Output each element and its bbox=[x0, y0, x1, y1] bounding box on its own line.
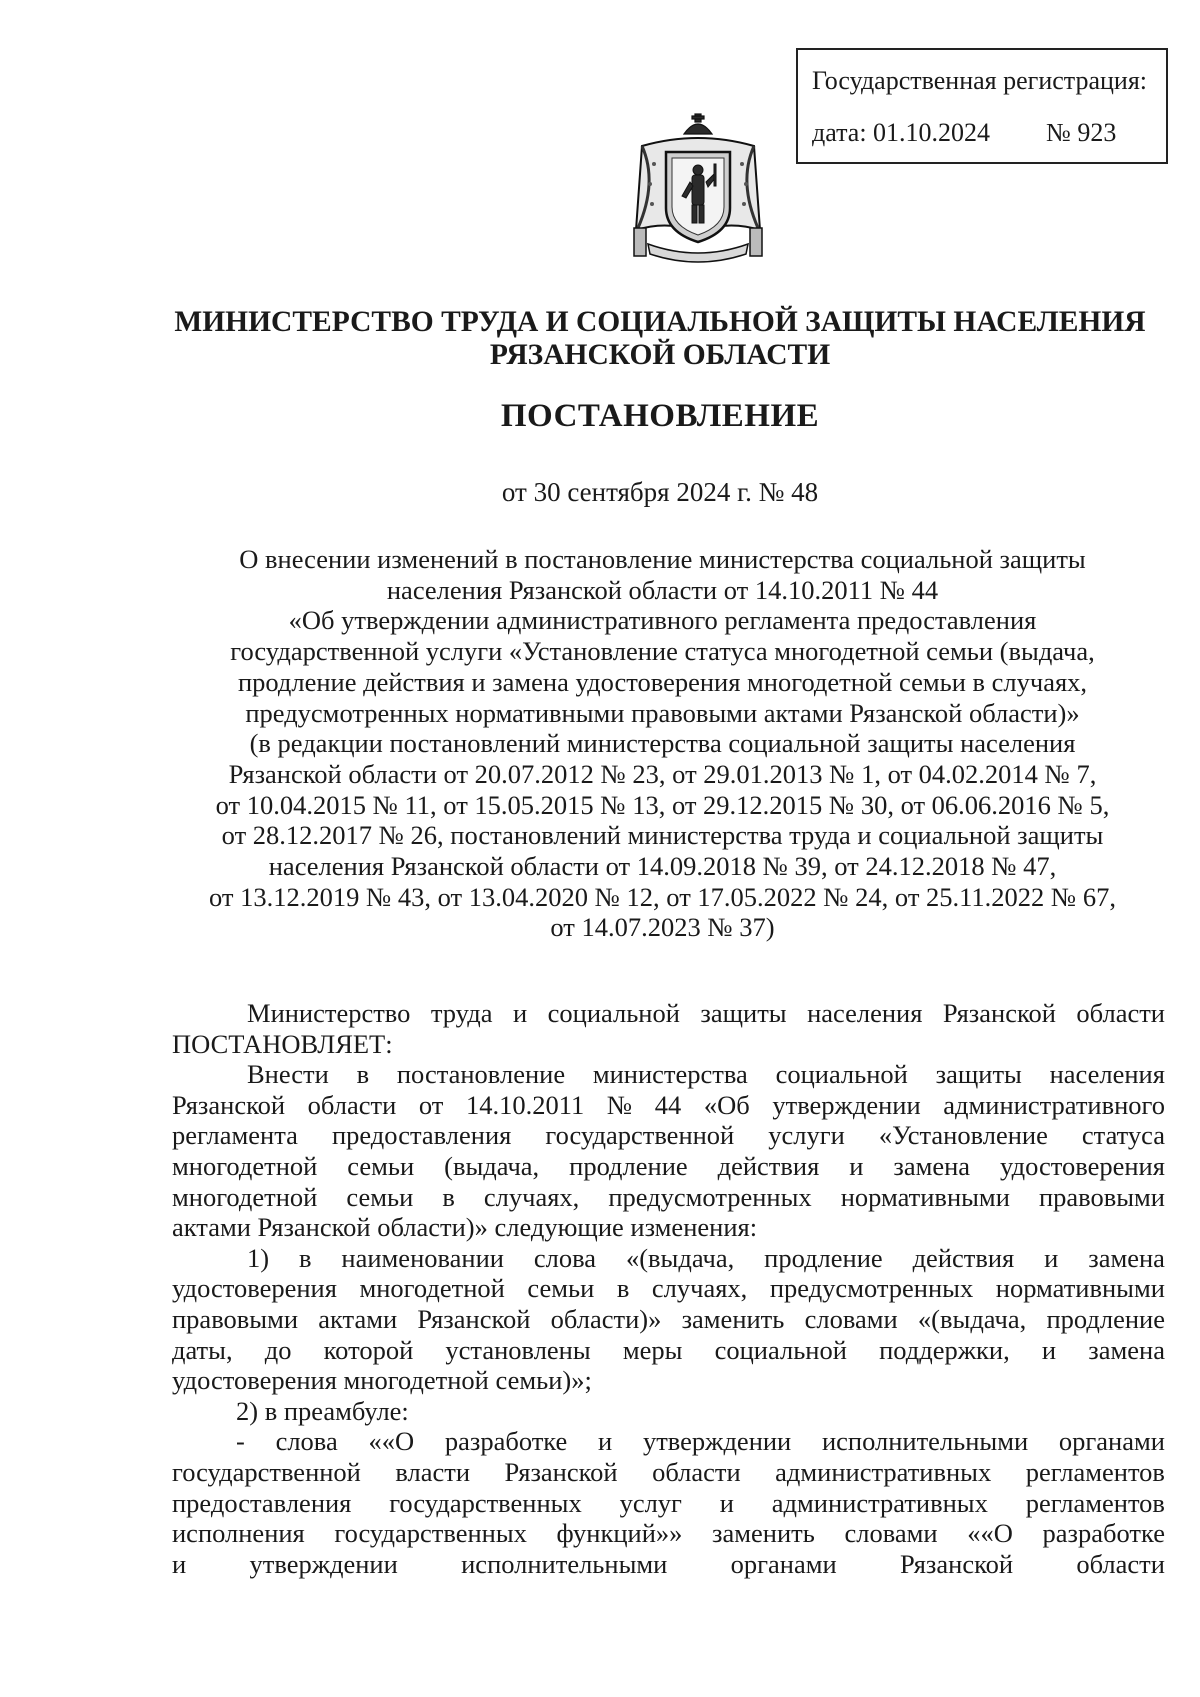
title-line: О внесении изменений в постановление министерства социальной защиты bbox=[239, 544, 1086, 574]
document-body bbox=[172, 998, 1165, 1579]
ryazan-coat-of-arms-icon bbox=[628, 112, 768, 270]
title-line: населения Рязанской области от 14.10.2011 № 44 bbox=[386, 574, 939, 605]
body-line: регламента предоставления государственной услуги «Установление статуса bbox=[172, 1120, 1165, 1151]
title-line: государственной услуги «Установление статуса многодетной семьи (выдача, bbox=[230, 636, 1095, 667]
body-line: правовыми актами Рязанской области)» заменить словами «(выдача, продление bbox=[172, 1303, 1165, 1334]
body-line: и утверждении исполнительными органами Рязанской области bbox=[172, 1548, 1165, 1579]
body-line: 1) в наименовании слова «(выдача, продление действия и замена bbox=[247, 1242, 1165, 1273]
body-line: Министерство труда и социальной защиты населения Рязанской области bbox=[247, 998, 1165, 1028]
ministry-name bbox=[160, 306, 1160, 373]
title-line: «Об утверждении административного регламента предоставления bbox=[288, 605, 1037, 636]
ministry-name-line: РЯЗАНСКОЙ ОБЛАСТИ bbox=[489, 339, 831, 372]
title-line: от 28.12.2017 № 26, постановлений министерства труда и социальной защиты bbox=[221, 820, 1104, 851]
title-line: от 13.12.2019 № 43, от 13.04.2020 № 12, от 17.05.2022 № 24, от 25.11.2022 № 67, bbox=[209, 881, 1116, 912]
document-title bbox=[170, 544, 1155, 943]
body-line: 2) в преамбуле: bbox=[236, 1395, 409, 1426]
ministry-name-line: МИНИСТЕРСТВО ТРУДА И СОЦИАЛЬНОЙ ЗАЩИТЫ НАСЕЛЕНИЯ bbox=[174, 306, 1146, 338]
registration-title: Государственная регистрация: bbox=[812, 66, 1148, 95]
document-type: ПОСТАНОВЛЕНИЕ bbox=[500, 398, 820, 434]
body-line: предоставления государственных услуг и административных регламентов bbox=[172, 1487, 1165, 1518]
body-line: ПОСТАНОВЛЯЕТ: bbox=[172, 1028, 393, 1059]
title-line: от 14.07.2023 № 37) bbox=[550, 912, 775, 943]
body-line: удостоверения многодетной семьи)»; bbox=[172, 1365, 592, 1396]
registration-date: дата: 01.10.2024 bbox=[812, 118, 991, 147]
title-line: предусмотренных нормативными правовыми актами Рязанской области)» bbox=[245, 697, 1080, 728]
body-line: удостоверения многодетной семьи в случаях, предусмотренных нормативными bbox=[172, 1273, 1165, 1304]
body-line: Внести в постановление министерства социальной защиты населения bbox=[247, 1059, 1165, 1090]
body-line: многодетной семьи в случаях, предусмотренных нормативными правовыми bbox=[172, 1181, 1165, 1212]
body-line: актами Рязанской области)» следующие изменения: bbox=[172, 1212, 758, 1243]
body-line: даты, до которой установлены меры социальной поддержки, и замена bbox=[172, 1334, 1165, 1365]
body-line: - слова ««О разработке и утверждении исполнительными органами bbox=[236, 1426, 1165, 1457]
body-line: государственной власти Рязанской области административных регламентов bbox=[172, 1456, 1165, 1487]
title-line: от 10.04.2015 № 11, от 15.05.2015 № 13, от 29.12.2015 № 30, от 06.06.2016 № 5, bbox=[215, 789, 1110, 820]
body-line: исполнения государственных функций»» заменить словами ««О разработке bbox=[172, 1518, 1165, 1549]
title-line: Рязанской области от 20.07.2012 № 23, от 29.01.2013 № 1, от 04.02.2014 № 7, bbox=[228, 758, 1097, 789]
title-line: (в редакции постановлений министерства социальной защиты населения bbox=[249, 728, 1076, 759]
document-date: от 30 сентября 2024 г. № 48 bbox=[501, 477, 819, 507]
registration-stamp bbox=[796, 48, 1168, 164]
title-line: продление действия и замена удостоверения многодетной семьи в случаях, bbox=[237, 666, 1088, 697]
body-line: Рязанской области от 14.10.2011 № 44 «Об утверждении административного bbox=[172, 1089, 1165, 1120]
title-line: населения Рязанской области от 14.09.2018 № 39, от 24.12.2018 № 47, bbox=[268, 851, 1057, 882]
body-line: многодетной семьи (выдача, продление действия и замена удостоверения bbox=[172, 1150, 1165, 1181]
registration-number: № 923 bbox=[1046, 118, 1117, 147]
